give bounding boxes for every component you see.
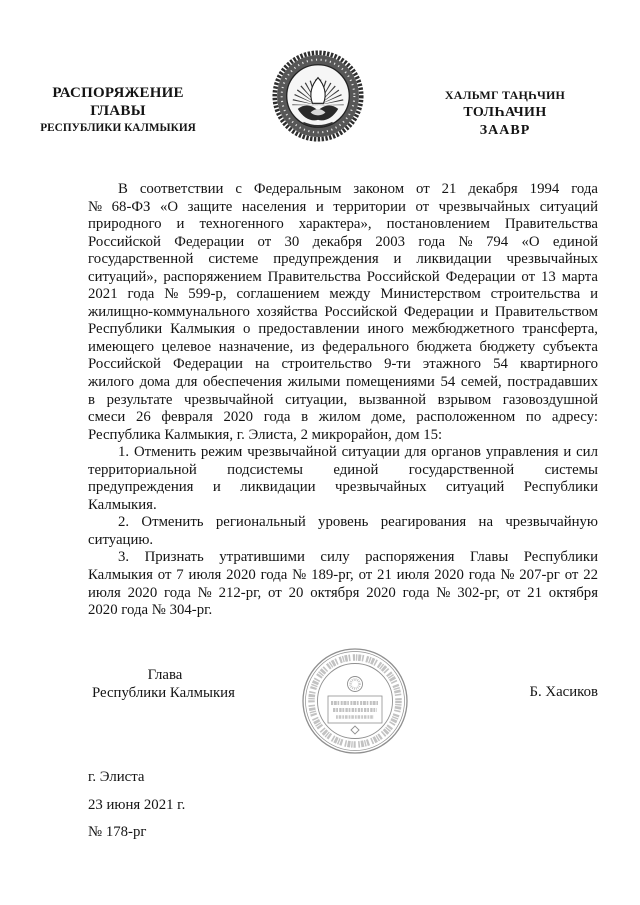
preamble-paragraph — [88, 181, 598, 444]
text-line-content: в результате чрезвычайной ситуации, вызванной взрывом газовоздушной — [88, 391, 598, 408]
text-line-content: № 68-ФЗ «О защите населения и территории от чрезвычайных ситуаций — [88, 198, 598, 215]
document-number: № 178-рг — [88, 824, 147, 840]
text-line — [88, 514, 598, 532]
issuer-kalmyk-line-2: ТОЛҺАЧИН — [463, 105, 547, 120]
issue-place: г. Элиста — [88, 769, 145, 785]
text-line — [88, 374, 598, 392]
text-line — [88, 339, 598, 357]
issuer-block-kalmyk — [405, 87, 605, 140]
text-line — [88, 497, 598, 515]
text-line — [88, 462, 598, 480]
text-line — [88, 286, 598, 304]
issuer-region: РЕСПУБЛИКИ КАЛМЫКИЯ — [40, 122, 196, 134]
issuer-kalmyk-line-3: ЗААВР — [479, 123, 531, 138]
text-line — [88, 356, 598, 374]
text-line-content: Республика Калмыкия, г. Элиста, 2 микрорайон, дом 15: — [88, 426, 443, 443]
signatory-region: Республики Калмыкия — [92, 684, 235, 701]
text-line-content: 2. Отменить региональный уровень реагирования на чрезвычайную — [118, 514, 598, 531]
text-line — [88, 251, 598, 269]
text-line-content: Российской Федерации на строительство 9-ти этажного 54 квартирного — [88, 356, 598, 373]
official-seal-icon — [300, 646, 410, 756]
text-line-content: жилого дома для обеспечения жилыми помещениями 54 семей, пострадавших — [88, 374, 598, 391]
text-line — [88, 427, 598, 445]
coat-of-arms-icon — [272, 50, 364, 142]
issuer-block-russian — [18, 84, 218, 136]
text-line-content: ситуацию. — [88, 531, 154, 548]
order-item-3 — [88, 549, 598, 619]
text-line-content: природного и техногенного характера», постановлением Правительства — [88, 216, 598, 233]
text-line-content: имеющего целевое назначение, из федерального бюджета бюджету субъекта — [88, 338, 598, 355]
text-line-content: территориальной подсистемы единой государственной системы — [88, 461, 598, 478]
text-line — [88, 392, 598, 410]
signatory-name: Б. Хасиков — [529, 684, 598, 700]
text-line — [88, 567, 598, 585]
text-line-content: 2020 года № 304-рг. — [88, 602, 213, 619]
text-line-content: Калмыкия. — [88, 496, 157, 513]
text-line — [88, 602, 598, 620]
text-line — [88, 479, 598, 497]
text-line-content: 3. Признать утратившими силу распоряжения Главы Республики — [118, 549, 598, 566]
document-body — [88, 181, 598, 620]
text-line-content: ситуаций», распоряжением Правительства Российской Федерации от 13 марта — [88, 268, 598, 285]
text-line-content: Российской Федерации от 30 декабря 2003 года № 794 «О единой — [88, 233, 598, 250]
text-line-content: предупреждения и ликвидации чрезвычайных ситуаций Республики — [88, 479, 598, 496]
text-line-content: 2021 года № 599-р, соглашением между Министерством строительства и — [88, 286, 598, 303]
text-line-content: В соответствии с Федеральным законом от 21 декабря 1994 года — [118, 181, 598, 197]
text-line — [88, 269, 598, 287]
text-line — [88, 585, 598, 603]
text-line-content: 1. Отменить режим чрезвычайной ситуации для органов управления и сил — [118, 444, 598, 461]
document-details — [88, 768, 185, 851]
order-item-1 — [88, 444, 598, 514]
text-line — [88, 216, 598, 234]
text-line — [88, 181, 598, 199]
text-line-content: Республики Калмыкия о предоставлении иного межбюджетного трансферта, — [88, 321, 598, 338]
order-item-2 — [88, 514, 598, 549]
text-line-content: июля 2020 года № 212-рг, от 20 октября 2020 года № 302-рг, от 21 октября — [88, 584, 598, 601]
document-type-title: РАСПОРЯЖЕНИЕ — [52, 85, 184, 101]
text-line — [88, 532, 598, 550]
signatory-title-block — [92, 667, 238, 702]
issue-date: 23 июня 2021 г. — [88, 796, 186, 813]
issuer-kalmyk-line-1: ХАЛЬМГ ТАҢҺЧИН — [444, 88, 566, 102]
text-line-content: Калмыкия от 7 июля 2020 года № 189-рг, от 21 июля 2020 года № 207-рг от 22 — [88, 567, 598, 584]
text-line — [88, 304, 598, 322]
text-line — [88, 409, 598, 427]
text-line — [88, 234, 598, 252]
text-line-content: государственной системе предупреждения и ликвидации чрезвычайных — [88, 251, 598, 268]
signatory-position: Глава — [147, 667, 183, 683]
text-line — [88, 549, 598, 567]
text-line — [88, 321, 598, 339]
text-line-content: смеси 26 февраля 2020 года в жилом доме, расположенном по адресу: — [88, 409, 598, 426]
issuer-title: ГЛАВЫ — [90, 103, 146, 119]
text-line — [88, 199, 598, 217]
text-line — [88, 444, 598, 462]
text-line-content: жилищно-коммунального хозяйства Российской Федерации и Правительством — [88, 303, 598, 320]
